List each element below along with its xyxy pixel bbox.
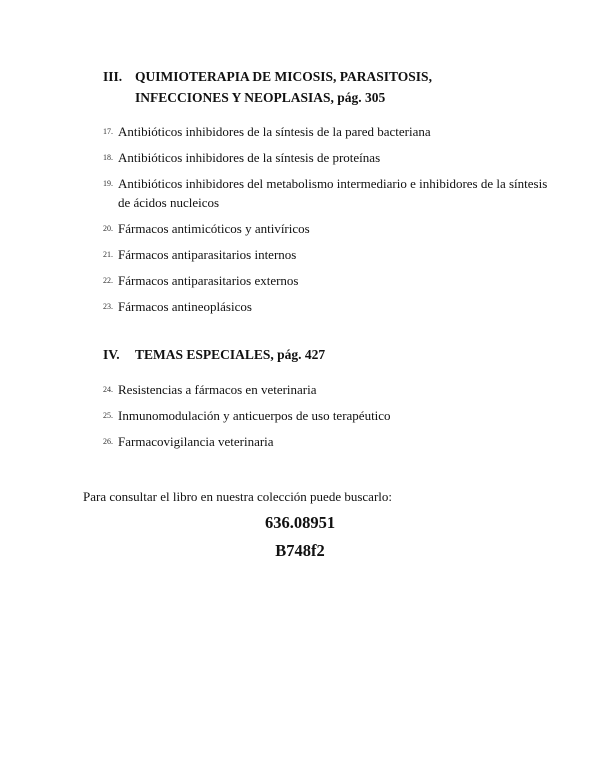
list-item [103, 219, 548, 238]
list-item [103, 432, 548, 451]
call-number-cutter: B748f2 [275, 541, 325, 560]
section-iv-list [103, 380, 548, 451]
item-text: Fármacos antiparasitarios externos [118, 273, 299, 288]
list-item [103, 271, 548, 290]
item-text: Fármacos antineoplásicos [118, 299, 252, 314]
section-iv-heading [103, 344, 515, 365]
section-iii-heading [103, 66, 515, 108]
section-iii-title: QUIMIOTERAPIA DE MICOSIS, PARASITOSIS, INFECCIONES Y NEOPLASIAS, pág. 305 [135, 69, 432, 105]
list-item [103, 406, 548, 425]
item-number: 20. [103, 224, 113, 233]
item-text: Fármacos antimicóticos y antivíricos [118, 221, 310, 236]
item-text: Resistencias a fármacos en veterinaria [118, 382, 317, 397]
item-number: 26. [103, 437, 113, 446]
list-item [103, 148, 548, 167]
list-item [103, 380, 548, 399]
item-text: Farmacovigilancia veterinaria [118, 434, 274, 449]
item-number: 23. [103, 302, 113, 311]
item-text: Fármacos antiparasitarios internos [118, 247, 297, 262]
list-item [103, 122, 548, 141]
section-iii-number: III. [103, 69, 123, 84]
list-item [103, 297, 548, 316]
item-text: Antibióticos inhibidores del metabolismo intermediario e inhibidores de la síntesis de ácidos nucleicos [118, 176, 548, 210]
item-number: 18. [103, 153, 113, 162]
consult-instruction: Para consultar el libro en nuestra colección puede buscarlo: [83, 489, 392, 504]
item-number: 17. [103, 127, 113, 136]
list-item [103, 245, 548, 264]
list-item [103, 174, 548, 212]
section-iv-title: TEMAS ESPECIALES, pág. 427 [135, 347, 326, 362]
item-number: 24. [103, 385, 113, 394]
item-number: 19. [103, 179, 113, 188]
section-iii-list [103, 122, 548, 316]
item-number: 25. [103, 411, 113, 420]
item-number: 21. [103, 250, 113, 259]
section-iv-number: IV. [103, 347, 120, 362]
item-text: Inmunomodulación y anticuerpos de uso terapéutico [118, 408, 391, 423]
item-number: 22. [103, 276, 113, 285]
call-number-classification: 636.08951 [264, 513, 336, 532]
item-text: Antibióticos inhibidores de la síntesis de proteínas [118, 150, 381, 165]
item-text: Antibióticos inhibidores de la síntesis de la pared bacteriana [118, 124, 431, 139]
